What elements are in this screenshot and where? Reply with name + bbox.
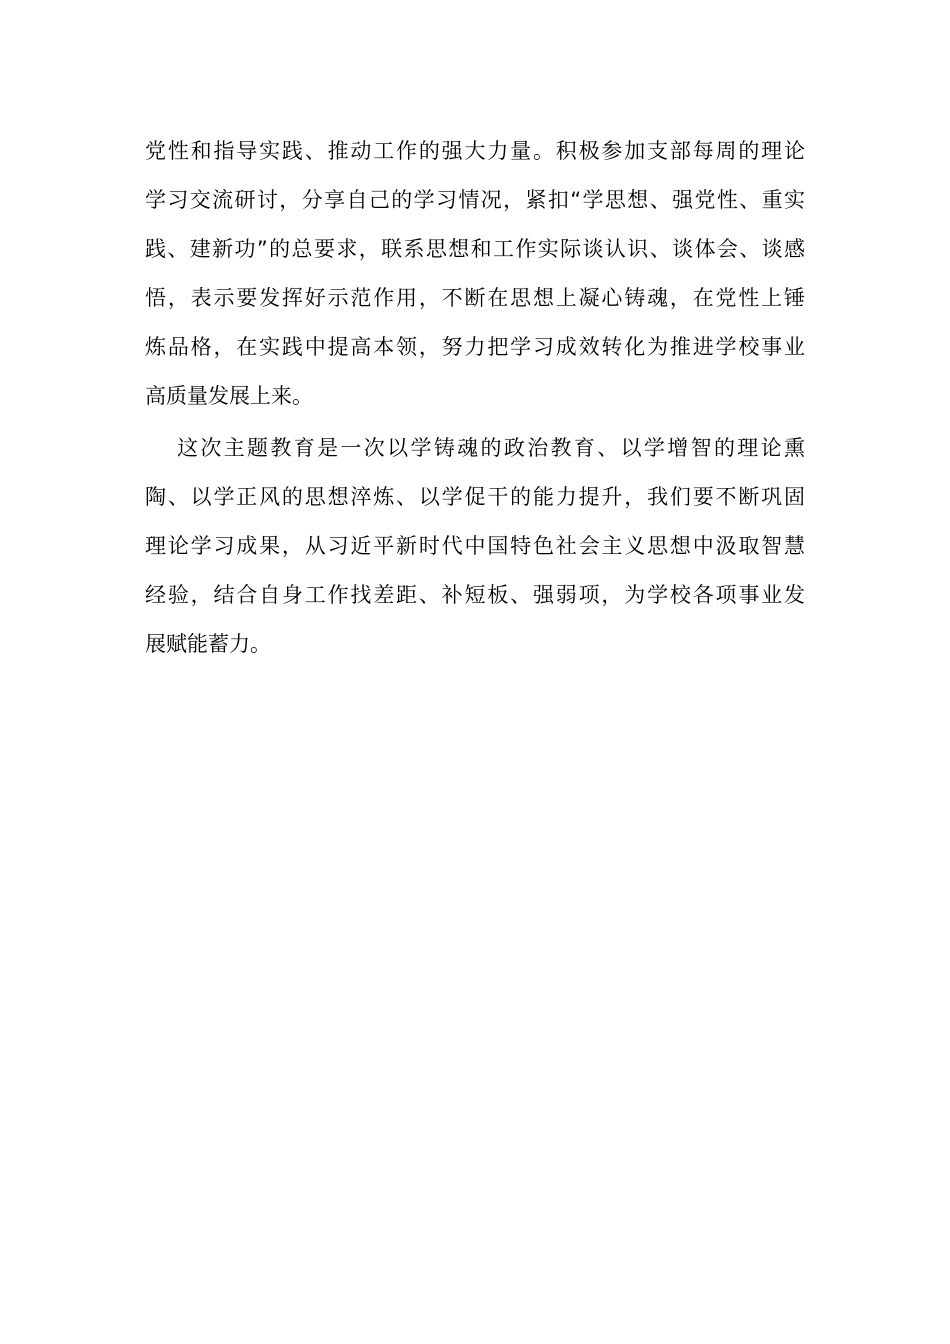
paragraph-line: 高质量发展上来。 [145, 384, 313, 408]
paragraph-line: 炼品格，在实践中提高本领，努力把学习成效转化为推进学校事业 [145, 335, 805, 359]
paragraph-line: 陶、以学正风的思想淬炼、以学促干的能力提升，我们要不断巩固 [145, 485, 805, 509]
paragraph-line: 践、建新功”的总要求，联系思想和工作实际谈认识、谈体会、谈感 [145, 237, 805, 261]
paragraph-line: 党性和指导实践、推动工作的强大力量。积极参加支部每周的理论 [145, 139, 805, 163]
paragraph-line: 经验，结合自身工作找差距、补短板、强弱项，为学校各项事业发 [145, 583, 805, 607]
paragraph-line: 学习交流研讨，分享自己的学习情况，紧扣“学思想、强党性、重实 [145, 188, 805, 212]
paragraph-line: 理论学习成果，从习近平新时代中国特色社会主义思想中汲取智慧 [145, 534, 805, 558]
paragraph-line: 这次主题教育是一次以学铸魂的政治教育、以学增智的理论熏 [177, 436, 805, 460]
paragraph-line: 悟，表示要发挥好示范作用，不断在思想上凝心铸魂，在党性上锤 [145, 286, 805, 310]
paragraph-line: 展赋能蓄力。 [145, 632, 271, 656]
